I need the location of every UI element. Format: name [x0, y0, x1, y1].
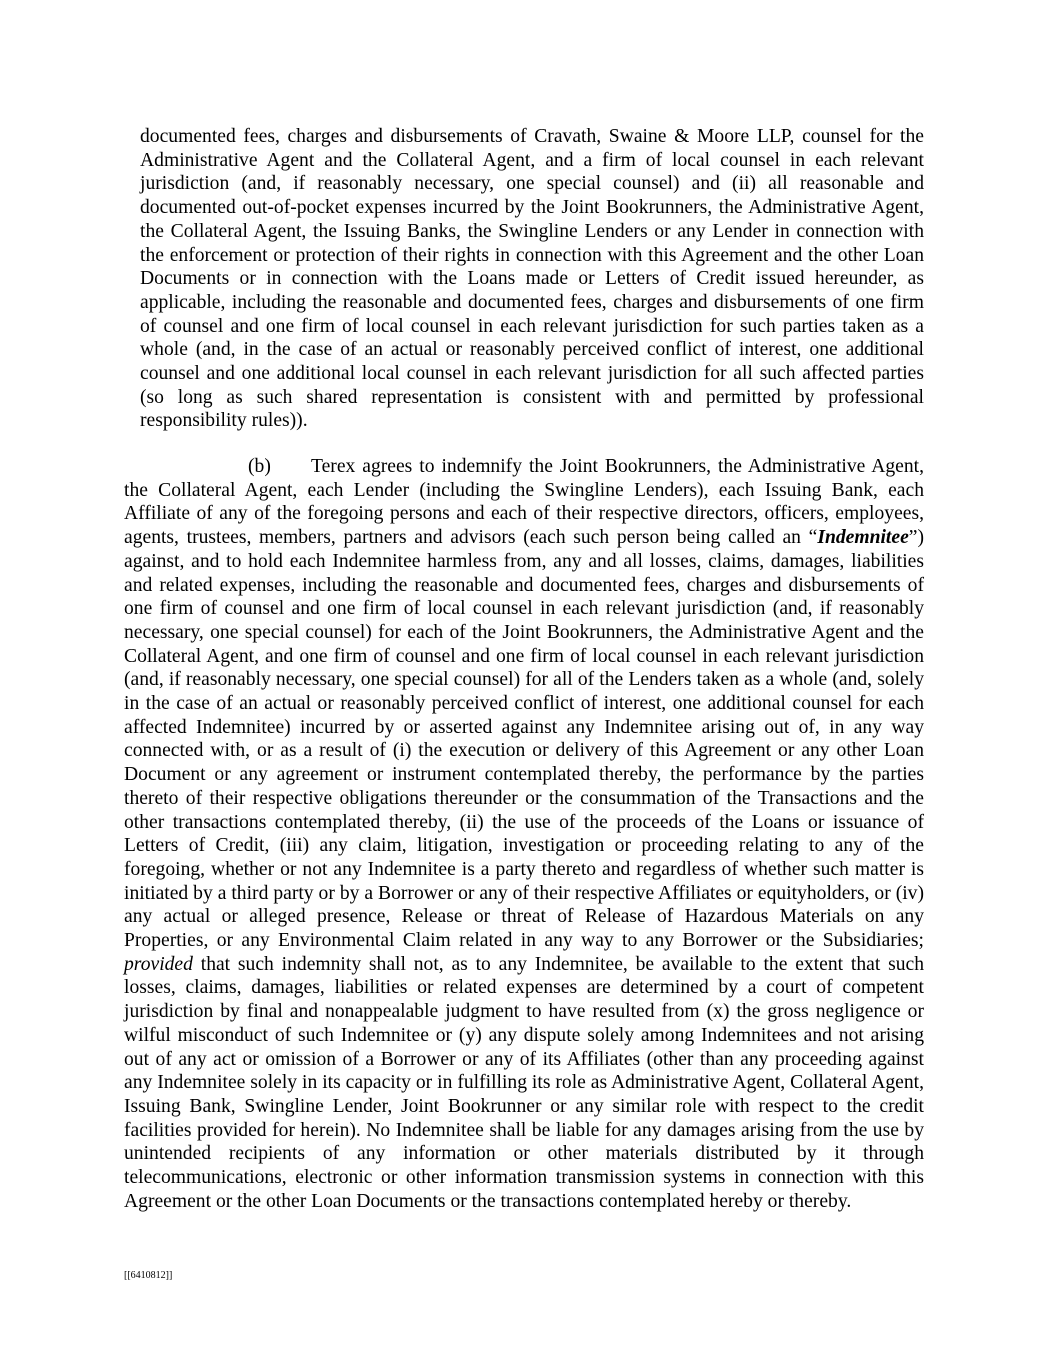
- paragraph-b-text-1: Terex agrees to indemnify the Joint Bookrunners, the Administrative Agent, the Collateral Agent, each Lender (including the Swingline Lenders), each Issuing Bank, each Affiliate of any of the foregoing persons and each of their respective directors, officers, employees, agents, trustees, members, partners and advisors (each such person being called an “: [124, 456, 924, 549]
- paragraph-b-text-2: ”) against, and to hold each Indemnitee harmless from, any and all losses, claims, damages, liabilities and related expenses, including the reasonable and documented fees, charges and disbursements of one firm of counsel and one firm of local counsel in each relevant jurisdiction (and, if reasonably necessary, one special counsel) for each of the Joint Bookrunners, the Administrative Agent and the Collateral Agent, and one firm of counsel and one firm of local counsel in each relevant jurisdiction (and, if reasonably necessary, one special counsel) for all of the Lenders taken as a whole (and, solely in the case of an actual or reasonably perceived conflict of interest, one additional counsel for each affected Indemnitee) incurred by or asserted against any Indemnitee arising out of, in any way connected with, or as a result of (i) the execution or delivery of this Agreement or any other Loan Document or any agreement or instrument contemplated thereby, the performance by the parties thereto of their respective obligations thereunder or the consummation of the Transactions and the other transactions contemplated thereby, (ii) the use of the proceeds of the Loans or issuance of Letters of Credit, (iii) any claim, litigation, investigation or proceeding relating to any of the foregoing, whether or not any Indemnitee is a party thereto and regardless of whether such matter is initiated by a third party or by a Borrower or any of their respective Affiliates or equityholders, or (iv) any actual or alleged presence, Release or threat of Release of Hazardous Materials on any Properties, or any Environmental Claim related in any way to any Borrower or the Subsidiaries;: [124, 527, 924, 952]
- defined-term-indemnitee: Indemnitee: [817, 527, 909, 549]
- paragraph-b: [124, 455, 924, 1214]
- paragraph-b-text-3: that such indemnity shall not, as to any Indemnitee, be available to the extent that such losses, claims, damages, liabilities or related expenses are determined by a court of competent jurisdiction by final and nonappealable judgment to have resulted from (x) the gross negligence or wilful misconduct of such Indemnitee or (y) any dispute solely among Indemnitees and not arising out of any act or omission of a Borrower or any of its Affiliates (other than any proceeding against any Indemnitee solely in its capacity or in fulfilling its role as Administrative Agent, Collateral Agent, Issuing Bank, Swingline Lender, Joint Bookrunner or any similar role with respect to the credit facilities provided for herein). No Indemnitee shall be liable for any damages arising from the use by unintended recipients of any information or other materials distributed by it through telecommunications, electronic or other information transmission systems in connection with this Agreement or the other Loan Documents or the transactions contemplated hereby or thereby.: [124, 953, 924, 1212]
- paragraph-label-wrap: [124, 455, 311, 479]
- footer-doc-id: [[6410812]]: [124, 1270, 173, 1281]
- proviso-word: provided: [124, 953, 193, 975]
- paragraph-continuation: documented fees, charges and disbursements of Cravath, Swaine & Moore LLP, counsel for the Administrative Agent and the Collateral Agent, and a firm of local counsel in each relevant jurisdiction (and, if reasonably necessary, one special counsel) and (ii) all reasonable and documented out-of-pocket expenses incurred by the Joint Bookrunners, the Administrative Agent, the Collateral Agent, the Issuing Banks, the Swingline Lenders or any Lender in connection with the enforcement or protection of their rights in connection with this Agreement and the other Loan Documents or in connection with the Loans made or Letters of Credit issued hereunder, as applicable, including the reasonable and documented fees, charges and disbursements of one firm of counsel and one firm of local counsel in each relevant jurisdiction for such parties taken as a whole (and, in the case of an actual or reasonably perceived conflict of interest, one additional counsel and one additional local counsel in each relevant jurisdiction for all such affected parties (so long as such shared representation is consistent with and permitted by professional responsibility rules)).: [140, 126, 924, 432]
- paragraph-label: (b): [248, 456, 271, 477]
